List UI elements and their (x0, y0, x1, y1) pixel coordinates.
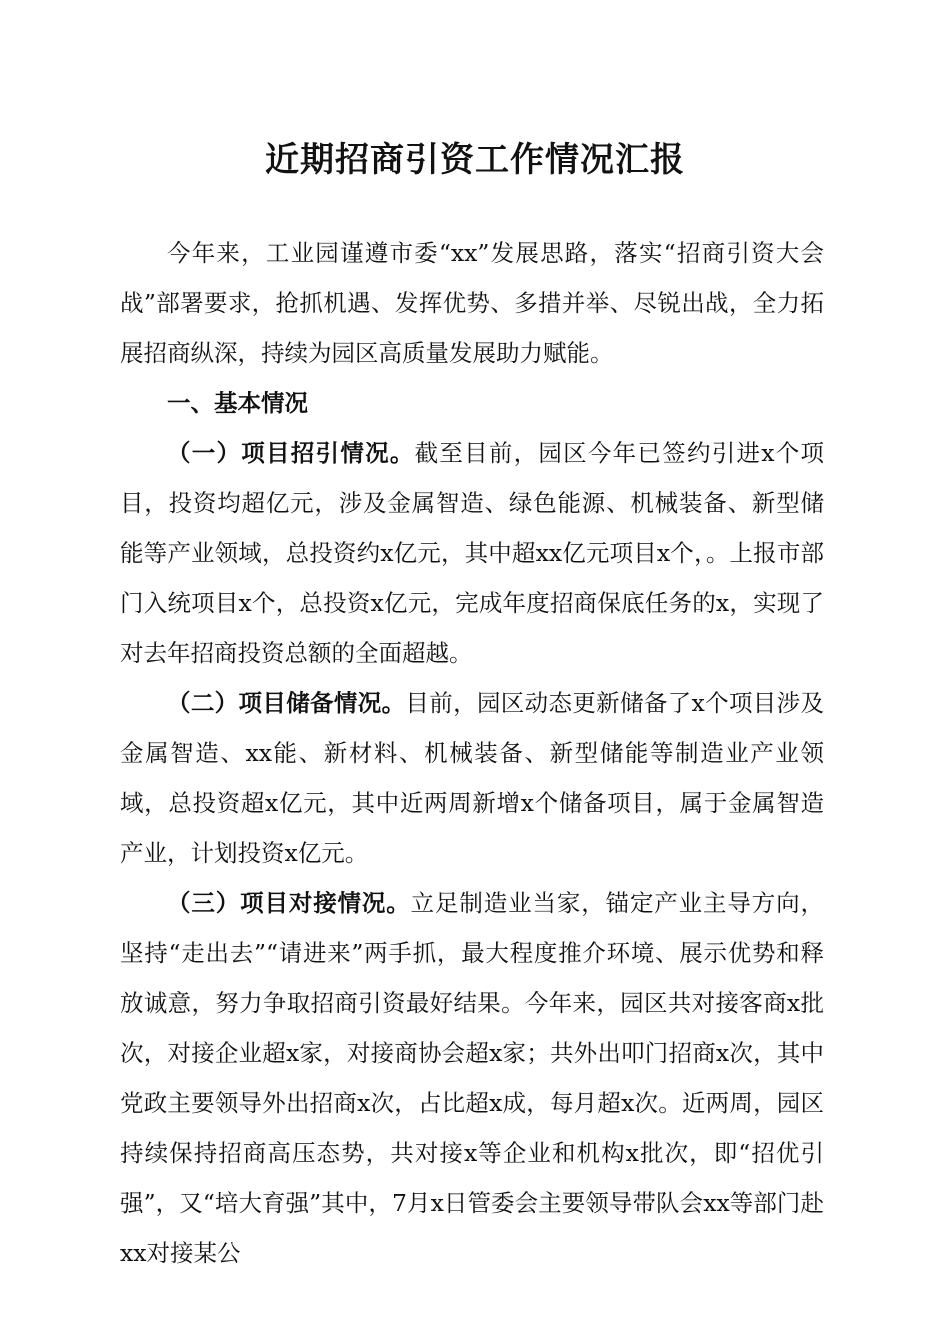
paragraph-project-reserve (120, 678, 824, 878)
paragraph-text: 截至目前，园区今年已签约引进x个项目，投资均超亿元，涉及金属智造、绿色能源、机械装备、新型储能等产业领域，总投资约x亿元，其中超xx亿元项目x个，。上报市部门入统项目x个，总投资x亿元，完成年度招商保底任务的x，实现了对去年招商投资总额的全面超越。 (120, 439, 824, 667)
intro-paragraph: 今年来，工业园谨遵市委“xx”发展思路，落实“招商引资大会战”部署要求，抢抓机遇、发挥优势、多措并举、尽锐出战，全力拓展招商纵深，持续为园区高质量发展助力赋能。 (120, 239, 824, 367)
subheading-project-reserve: （二）项目储备情况。 (167, 689, 406, 717)
paragraph-text: 目前，园区动态更新储备了x个项目涉及金属智造、xx能、新材料、机械装备、新型储能等制造业产业领域，总投资超x亿元，其中近两周新增x个储备项目，属于金属智造产业，计划投资x亿元。 (120, 689, 824, 867)
document-title: 近期招商引资工作情况汇报 (265, 140, 685, 180)
subheading-project-attraction: （一）项目招引情况。 (167, 439, 415, 467)
paragraph-project-docking (120, 878, 824, 1278)
document-body (120, 228, 824, 1278)
paragraph-project-attraction (120, 428, 824, 678)
section-heading-basic-situation: 一、基本情况 (167, 389, 308, 417)
subheading-project-docking: （三）项目对接情况。 (167, 889, 411, 917)
paragraph-text: 立足制造业当家，锚定产业主导方向，坚持“走出去”“请进来”两手抓，最大程度推介环境、展示优势和释放诚意，努力争取招商引资最好结果。今年来，园区共对接客商x批次，对接企业超x家，对接商协会超x家；共外出叩门招商x次，其中党政主要领导外出招商x次，占比超x成，每月超x次。近两周，园区持续保持招商高压态势，共对接x等企业和机构x批次，即“招优引强”，又“培大育强”其中，7月x日管委会主要领导带队会xx等部门赴xx对接某公 (120, 889, 825, 1267)
